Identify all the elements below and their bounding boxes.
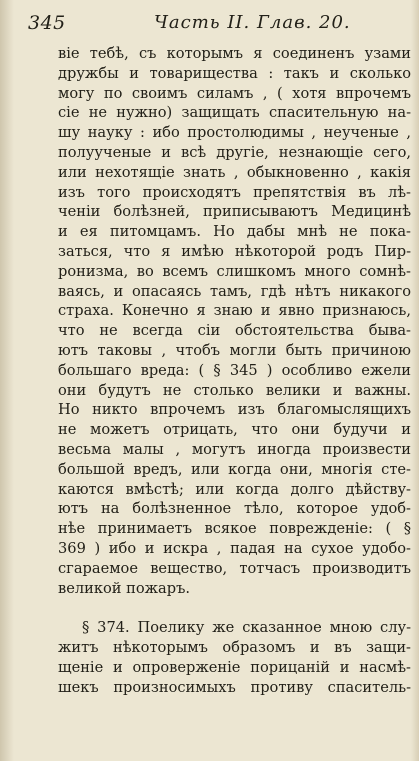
text-line: дружбы и товарищества : такъ и сколько — [58, 64, 411, 82]
text-line: віе тебѣ, съ которымъ я соединенъ узами — [58, 45, 411, 62]
text-line: ютъ таковы , чтобъ могли быть причиною — [58, 341, 411, 359]
text-line: § 374. Поелику же сказанное мною слу- — [82, 619, 411, 637]
page-header — [28, 12, 413, 36]
paragraph — [58, 618, 411, 697]
text-line: они будутъ не столько велики и важны. — [58, 381, 411, 399]
text-line: 369 ) ибо и искра , падая на сухое удобо- — [58, 539, 411, 557]
text-line: весьма малы , могутъ иногда произвести — [58, 440, 411, 458]
body-text — [58, 44, 411, 698]
text-line: страха. Конечно я знаю и явно признаюсь, — [58, 302, 411, 320]
text-line: шу науку : ибо простолюдимы , неученые , — [58, 124, 411, 142]
text-line: сіе не нужно) защищать спасительную на- — [58, 104, 411, 122]
text-line: могу по своимъ силамъ , ( хотя впрочемъ — [58, 84, 411, 102]
text-line: что не всегда сіи обстоятельства быва- — [58, 322, 411, 340]
text-line: большой вредъ, или когда они, многія сте- — [58, 460, 411, 478]
text-line: ваясь, и опасаясь тамъ, гдѣ нѣтъ никакого — [58, 282, 411, 300]
page-edge-left — [0, 0, 14, 761]
text-line: щеніе и опроверженіе порицаній и насмѣ- — [58, 658, 411, 676]
text-line: заться, что я имѣю нѣкоторой родъ Пир- — [58, 242, 411, 260]
text-line: не можетъ отрицать, что они будучи и — [58, 421, 411, 439]
text-line: сгараемое вещество, тотчасъ производитъ — [58, 559, 411, 577]
text-line: Но никто впрочемъ изъ благомыслящихъ — [58, 401, 411, 419]
text-line: великой пожаръ. — [58, 579, 191, 597]
text-line: нѣе принимаетъ всякое поврежденіе: ( § — [58, 520, 411, 538]
text-line: ютъ на болѣзненное тѣло, которое удоб- — [58, 500, 411, 518]
text-line: большаго вреда: ( § 345 ) особливо ежели — [58, 361, 411, 379]
text-line: изъ того происходятъ препятствія въ лѣ- — [58, 183, 411, 201]
text-line: житъ нѣкоторымъ образомъ и въ защи- — [58, 639, 411, 657]
text-line: ронизма, во всемъ слишкомъ много сомнѣ- — [58, 262, 411, 280]
text-line: или нехотящіе знать , обыкновенно , какія — [58, 163, 411, 181]
page-number: 345 — [28, 12, 66, 34]
text-line: полуученые и всѣ другіе, незнающіе сего, — [58, 143, 411, 161]
page-edge-right — [411, 0, 419, 761]
paragraph — [58, 44, 411, 598]
text-line: каются вмѣстѣ; или когда долго дѣйству- — [58, 480, 411, 498]
text-line: и ея питомцамъ. Но дабы мнѣ не пока- — [58, 223, 411, 241]
text-line: шекъ произносимыхъ противу спаситель- — [58, 678, 411, 696]
text-line: ченіи болѣзней, приписываютъ Медицинѣ — [58, 203, 411, 221]
paragraph-gap — [58, 598, 411, 618]
running-head: Часть II. Глав. 20. — [154, 12, 351, 33]
